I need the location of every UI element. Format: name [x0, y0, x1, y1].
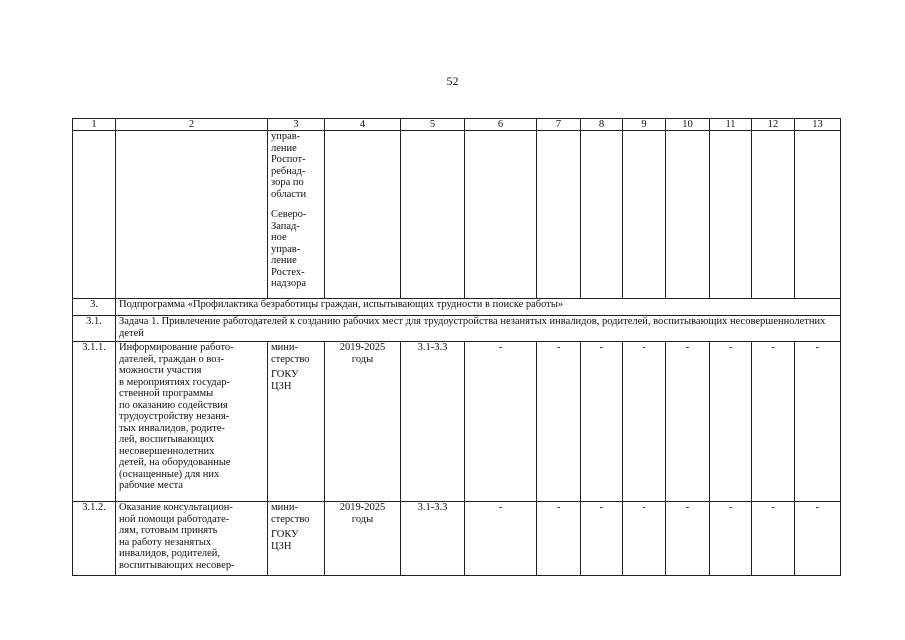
task-number: 3.1. [73, 316, 116, 342]
row-cell-13: - [795, 502, 841, 576]
row-description: Оказание консультацион- ной помощи работодате- лям, готовым принять на работу незанятых инвалидов, родителей, воспитывающих несовер- [116, 502, 268, 576]
col-header-8: 8 [581, 119, 623, 131]
row-cell-13: - [795, 342, 841, 502]
task-row [73, 316, 841, 342]
row-cell-11: - [710, 342, 752, 502]
row-executor [268, 502, 325, 576]
col-header-3: 3 [268, 119, 325, 131]
row-number: 3.1.2. [73, 502, 116, 576]
row-cell-12: - [752, 502, 795, 576]
col-header-6: 6 [465, 119, 537, 131]
row-indicators: 3.1-3.3 [401, 342, 465, 502]
executor-goku: ГОКУ ЦЗН [271, 369, 299, 392]
executor-goku: ГОКУ ЦЗН [271, 529, 299, 552]
col-header-5: 5 [401, 119, 465, 131]
row-cell-8: - [581, 342, 623, 502]
col-header-10: 10 [666, 119, 710, 131]
col-header-1: 1 [73, 119, 116, 131]
row-number: 3.1.1. [73, 342, 116, 502]
row-description: Информирование работо- дателей, граждан о воз- можности участия в мероприятиях государ- ственной программы по оказанию содействия трудоустройству незаня- тых инвалидов, родите- лей, воспитывающих несовершеннолетних детей, на оборудованные (оснащенные) для них рабочие места [116, 342, 268, 502]
task-title: Задача 1. Привлечение работодателей к созданию рабочих мест для трудоустройства незанятых инвалидов, родителей, воспитывающих несовершеннолетних детей [116, 316, 841, 342]
col-header-7: 7 [537, 119, 581, 131]
row-cell-6: - [465, 502, 537, 576]
row-cell-8: - [581, 502, 623, 576]
section-title: Подпрограмма «Профилактика безработицы граждан, испытывающих трудности в поиске работы» [116, 299, 841, 316]
row-cell-12: - [752, 342, 795, 502]
continuation-executor-cell [268, 131, 325, 299]
section-number: 3. [73, 299, 116, 316]
col-header-9: 9 [623, 119, 666, 131]
continuation-row [73, 131, 841, 299]
col-header-4: 4 [325, 119, 401, 131]
table-row [73, 502, 841, 576]
col-header-12: 12 [752, 119, 795, 131]
executor-rospotrebnadzor: управ- ление Роспот- ребнад- зора по области [271, 131, 307, 200]
col-header-13: 13 [795, 119, 841, 131]
row-period: 2019-2025 годы [325, 342, 401, 502]
row-indicators: 3.1-3.3 [401, 502, 465, 576]
row-cell-9: - [623, 502, 666, 576]
row-cell-10: - [666, 342, 710, 502]
executor-ministry: мини- стерство [271, 342, 310, 365]
program-table [72, 118, 841, 576]
col-header-11: 11 [710, 119, 752, 131]
row-cell-7: - [537, 502, 581, 576]
page-number: 52 [446, 74, 459, 88]
row-cell-11: - [710, 502, 752, 576]
row-cell-7: - [537, 342, 581, 502]
executor-ministry: мини- стерство [271, 502, 310, 525]
table-row [73, 342, 841, 502]
row-cell-10: - [666, 502, 710, 576]
column-number-row [73, 119, 841, 131]
row-cell-6: - [465, 342, 537, 502]
section-row [73, 299, 841, 316]
executor-rostekhnadzor: Северо- Запад- ное управ- ление Ростех- надзора [271, 209, 307, 289]
row-period: 2019-2025 годы [325, 502, 401, 576]
col-header-2: 2 [116, 119, 268, 131]
row-executor [268, 342, 325, 502]
row-cell-9: - [623, 342, 666, 502]
